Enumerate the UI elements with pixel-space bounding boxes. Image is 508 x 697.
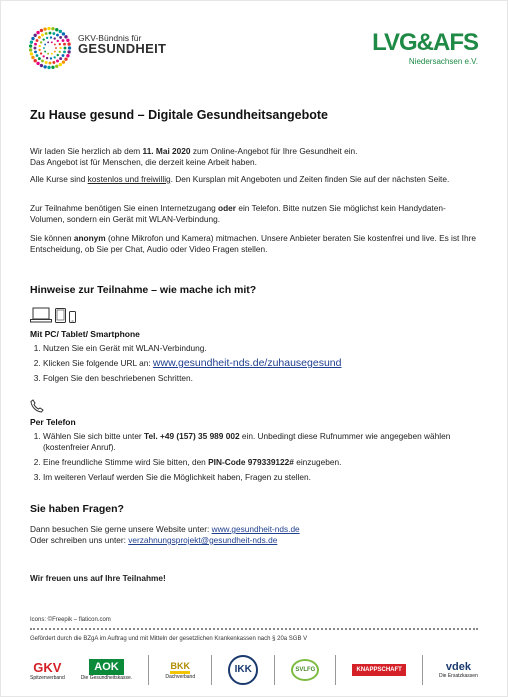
logo-dot bbox=[59, 36, 62, 39]
logo-dot bbox=[47, 53, 49, 55]
logo-dot bbox=[34, 34, 37, 37]
logo-dot bbox=[31, 37, 34, 40]
logo-dot bbox=[59, 63, 62, 66]
phone-step bbox=[43, 457, 473, 468]
logo-dot bbox=[49, 62, 52, 65]
logo-dot bbox=[63, 43, 66, 46]
logo-dot bbox=[57, 40, 59, 42]
intro-p4-text-a: Sie können bbox=[30, 233, 74, 243]
gkv-line1: GKV-Bündnis für bbox=[78, 33, 142, 43]
lvg-afs-mark: LVG&AFS bbox=[372, 29, 478, 56]
logo-dot bbox=[36, 39, 39, 42]
logo-separator bbox=[335, 655, 336, 685]
gkv-buendnis-wordmark bbox=[78, 33, 166, 54]
logo-dot bbox=[47, 66, 50, 69]
logo-dot bbox=[62, 60, 65, 63]
logo-dot bbox=[56, 60, 59, 63]
logo-dot bbox=[42, 38, 44, 40]
pc-step bbox=[43, 373, 473, 384]
logo-dot bbox=[50, 57, 52, 59]
logo-dot bbox=[34, 59, 37, 62]
logo-dot bbox=[43, 65, 46, 68]
logo-dot bbox=[66, 54, 69, 57]
bkk-logo bbox=[165, 661, 195, 680]
intro-p2-underline: kostenlos und freiwillig bbox=[87, 174, 171, 184]
email-link[interactable]: verzahnungsprojekt@gesundheit-nds.de bbox=[128, 535, 278, 545]
gkv-buendnis-logo-icon bbox=[28, 26, 72, 70]
logo-dot bbox=[45, 61, 48, 64]
logo-dot bbox=[29, 44, 32, 47]
logo-dot bbox=[55, 28, 58, 31]
logo-dot bbox=[59, 43, 61, 45]
logo-dot bbox=[40, 41, 42, 43]
questions-line2-text: Oder schreiben uns unter: bbox=[30, 535, 129, 545]
logo-dot bbox=[49, 32, 52, 35]
logo-dot bbox=[38, 57, 41, 60]
sponsor-mark: vdek bbox=[445, 661, 471, 673]
telephone-icon bbox=[30, 399, 44, 413]
phone-step bbox=[43, 472, 473, 483]
logo-dot bbox=[55, 47, 57, 49]
phone-step2-text-b: einzugeben. bbox=[293, 457, 342, 467]
logo-dot bbox=[56, 34, 59, 37]
intro-p3-text-a: Zur Teilnahme benötigen Sie einen Internetzugang bbox=[30, 203, 219, 213]
intro-paragraph-1 bbox=[30, 146, 480, 168]
intro-p3-text-b: ein Telefon. Bitte nutzen Sie möglichst kein Handydaten-Volumen, sondern ein Gerät mit WLAN-Verbindung. bbox=[30, 203, 446, 224]
logo-dot bbox=[34, 43, 37, 46]
pc-step bbox=[43, 358, 473, 369]
logo-dot bbox=[52, 61, 55, 64]
logo-dot bbox=[62, 39, 65, 42]
logo-dot bbox=[34, 50, 37, 53]
logo-dot bbox=[44, 51, 46, 53]
logo-dot bbox=[43, 27, 46, 30]
logo-dot bbox=[36, 62, 39, 65]
intro-date: 11. Mai 2020 bbox=[142, 146, 191, 156]
pc-step1-text: Nutzen Sie ein Gerät mit WLAN-Verbindung. bbox=[43, 343, 207, 353]
logo-dot bbox=[66, 39, 69, 42]
logo-dot bbox=[30, 52, 33, 55]
logo-dot bbox=[40, 29, 43, 32]
sponsor-caption: Die Ersatzkassen bbox=[438, 673, 478, 679]
logo-dot bbox=[47, 41, 49, 43]
intro-p3-bold: oder bbox=[218, 203, 237, 213]
logo-dot bbox=[46, 57, 48, 59]
questions-heading: Sie haben Fragen? bbox=[30, 503, 124, 515]
logo-dot bbox=[51, 41, 53, 43]
questions-line1-text: Dann besuchen Sie gerne unsere Website unter: bbox=[30, 524, 212, 534]
logo-dot bbox=[68, 46, 71, 49]
funding-note: Gefördert durch die BZgA im Auftrag und mit Mitteln der gesetzlichen Krankenkassen nach § 20a SGB V bbox=[30, 636, 308, 642]
phone-step3-text: Im weiteren Verlauf werden Sie die Möglichkeit haben, Fragen zu stellen. bbox=[43, 472, 311, 482]
svlfg-logo bbox=[291, 659, 319, 681]
phone-number: Tel. +49 (157) 35 989 002 bbox=[144, 431, 240, 441]
logo-dot bbox=[42, 55, 44, 57]
logo-dot bbox=[54, 56, 56, 58]
logo-dot bbox=[63, 50, 66, 53]
logo-separator bbox=[148, 655, 149, 685]
knappschaft-logo bbox=[352, 664, 405, 676]
intro-p1-text-c: Das Angebot ist für Menschen, die derzeit keine Arbeit haben. bbox=[30, 157, 257, 167]
lvg-afs-logo bbox=[372, 30, 478, 66]
logo-dot bbox=[64, 57, 67, 60]
intro-p1-text-b: zum Online-Angebot für Ihre Gesundheit ein. bbox=[190, 146, 358, 156]
sponsor-mark: IKK bbox=[228, 655, 258, 685]
logo-dot bbox=[41, 60, 44, 63]
ikk-logo bbox=[228, 655, 258, 685]
intro-p4-text-b: (ohne Mikrofon und Kamera) mitmachen. Unsere Anbieter beraten Sie kostenfrei und live. Es ist Ihre Entscheidung, ob Sie per Chat, Audio oder Video Fragen stellen. bbox=[30, 233, 476, 254]
sponsor-mark: KNAPPSCHAFT bbox=[352, 664, 405, 676]
icon-credit: Icons: ©Freepik – flaticon.com bbox=[30, 617, 111, 623]
intro-p1-text-a: Wir laden Sie herzlich ab dem bbox=[30, 146, 143, 156]
logo-dot bbox=[62, 32, 65, 35]
pc-step3-text: Folgen Sie den beschriebenen Schritten. bbox=[43, 373, 193, 383]
pin-code: PIN-Code 979339122# bbox=[208, 457, 294, 467]
intro-paragraph-3 bbox=[30, 203, 480, 225]
logo-separator bbox=[211, 655, 212, 685]
sponsor-mark: SVLFG bbox=[291, 659, 319, 681]
logo-dot bbox=[59, 47, 61, 49]
logo-dot bbox=[54, 51, 56, 53]
intro-p4-bold: anonym bbox=[73, 233, 106, 243]
logo-dot bbox=[54, 37, 56, 39]
aok-logo bbox=[81, 659, 132, 681]
pc-heading: Mit PC/ Tablet/ Smartphone bbox=[30, 329, 140, 339]
intro-paragraph-2 bbox=[30, 174, 480, 185]
sponsor-mark: GKV bbox=[33, 659, 62, 675]
gkv-line2: GESUNDHEIT bbox=[78, 41, 167, 56]
sponsor-caption: Dachverband bbox=[165, 673, 196, 680]
logo-dot bbox=[36, 54, 39, 57]
logo-dot bbox=[45, 32, 48, 35]
logo-dot bbox=[46, 37, 48, 39]
logo-dot bbox=[29, 48, 32, 51]
sponsor-mark: BKK bbox=[170, 661, 190, 674]
logo-dot bbox=[54, 44, 56, 46]
sponsor-caption: Spitzenverband bbox=[30, 674, 65, 681]
logo-dot bbox=[57, 54, 59, 56]
logo-dot bbox=[51, 27, 54, 30]
logo-dot bbox=[39, 49, 41, 51]
smartphone-icon bbox=[69, 311, 76, 323]
phone-step1-text-b: ein. Unbedingt diese Rufnummer wie angegeben wählen (kostenfreier Anruf). bbox=[43, 431, 451, 452]
logo-dot bbox=[52, 32, 55, 35]
logo-dot bbox=[55, 65, 58, 68]
laptop-icon bbox=[30, 307, 52, 323]
pc-step bbox=[43, 343, 473, 354]
tablet-icon bbox=[55, 308, 66, 323]
phone-heading: Per Telefon bbox=[30, 417, 76, 427]
page-title: Zu Hause gesund – Digitale Gesundheitsangebote bbox=[30, 108, 328, 122]
sponsor-logos bbox=[30, 652, 478, 688]
logo-dot bbox=[47, 27, 50, 30]
pc-step2-text: Klicken Sie folgende URL an: bbox=[43, 358, 153, 368]
device-icons bbox=[30, 307, 76, 323]
logo-dot bbox=[43, 47, 45, 49]
logo-dot bbox=[30, 40, 33, 43]
phone-step2-text-a: Eine freundliche Stimme wird Sie bitten, den bbox=[43, 457, 209, 467]
vdek-logo bbox=[439, 661, 478, 679]
logo-dot bbox=[62, 54, 65, 57]
questions-text bbox=[30, 524, 480, 546]
logo-dot bbox=[67, 42, 70, 45]
closing-text: Wir freuen uns auf Ihre Teilnahme! bbox=[30, 573, 166, 583]
logo-dot bbox=[34, 47, 37, 50]
logo-dot bbox=[59, 30, 62, 33]
logo-dot bbox=[44, 44, 46, 46]
phone-step1-text-a: Wählen Sie sich bitte unter bbox=[43, 431, 144, 441]
gkv-spitzenverband-logo bbox=[30, 660, 65, 681]
logo-dot bbox=[41, 34, 44, 37]
phone-step bbox=[43, 431, 473, 453]
logo-dot bbox=[59, 51, 61, 53]
logo-dot bbox=[40, 52, 42, 54]
logo-dot bbox=[64, 47, 67, 50]
lvg-afs-subtitle: Niedersachsen e.V. bbox=[408, 57, 478, 66]
logo-dot bbox=[39, 45, 41, 47]
intro-p2-text-b: . Den Kursplan mit Angeboten und Zeiten finden Sie auf der nächsten Seite. bbox=[170, 174, 450, 184]
zuhausegesund-link[interactable]: www.gesundheit-nds.de/zuhausegesund bbox=[152, 357, 342, 369]
logo-dot bbox=[31, 56, 34, 59]
hints-heading: Hinweise zur Teilnahme – wie mache ich mit? bbox=[30, 284, 257, 296]
logo-dot bbox=[36, 31, 39, 34]
dotted-divider bbox=[30, 628, 478, 630]
logo-separator bbox=[422, 655, 423, 685]
logo-dot bbox=[38, 36, 41, 39]
intro-paragraph-4 bbox=[30, 233, 480, 255]
logo-dot bbox=[51, 66, 54, 69]
logo-dot bbox=[50, 36, 52, 38]
logo-dot bbox=[67, 50, 70, 53]
logo-separator bbox=[274, 655, 275, 685]
pc-steps-list bbox=[30, 343, 473, 388]
logo-dot bbox=[59, 57, 62, 60]
logo-dot bbox=[40, 64, 43, 67]
website-link[interactable]: www.gesundheit-nds.de bbox=[211, 524, 300, 534]
logo-dot bbox=[64, 35, 67, 38]
sponsor-mark: AOK bbox=[89, 659, 123, 675]
intro-p2-text-a: Alle Kurse sind bbox=[30, 174, 88, 184]
phone-steps-list bbox=[30, 431, 473, 487]
sponsor-caption: Die Gesundheitskasse. bbox=[80, 675, 133, 681]
logo-dot bbox=[51, 53, 53, 55]
